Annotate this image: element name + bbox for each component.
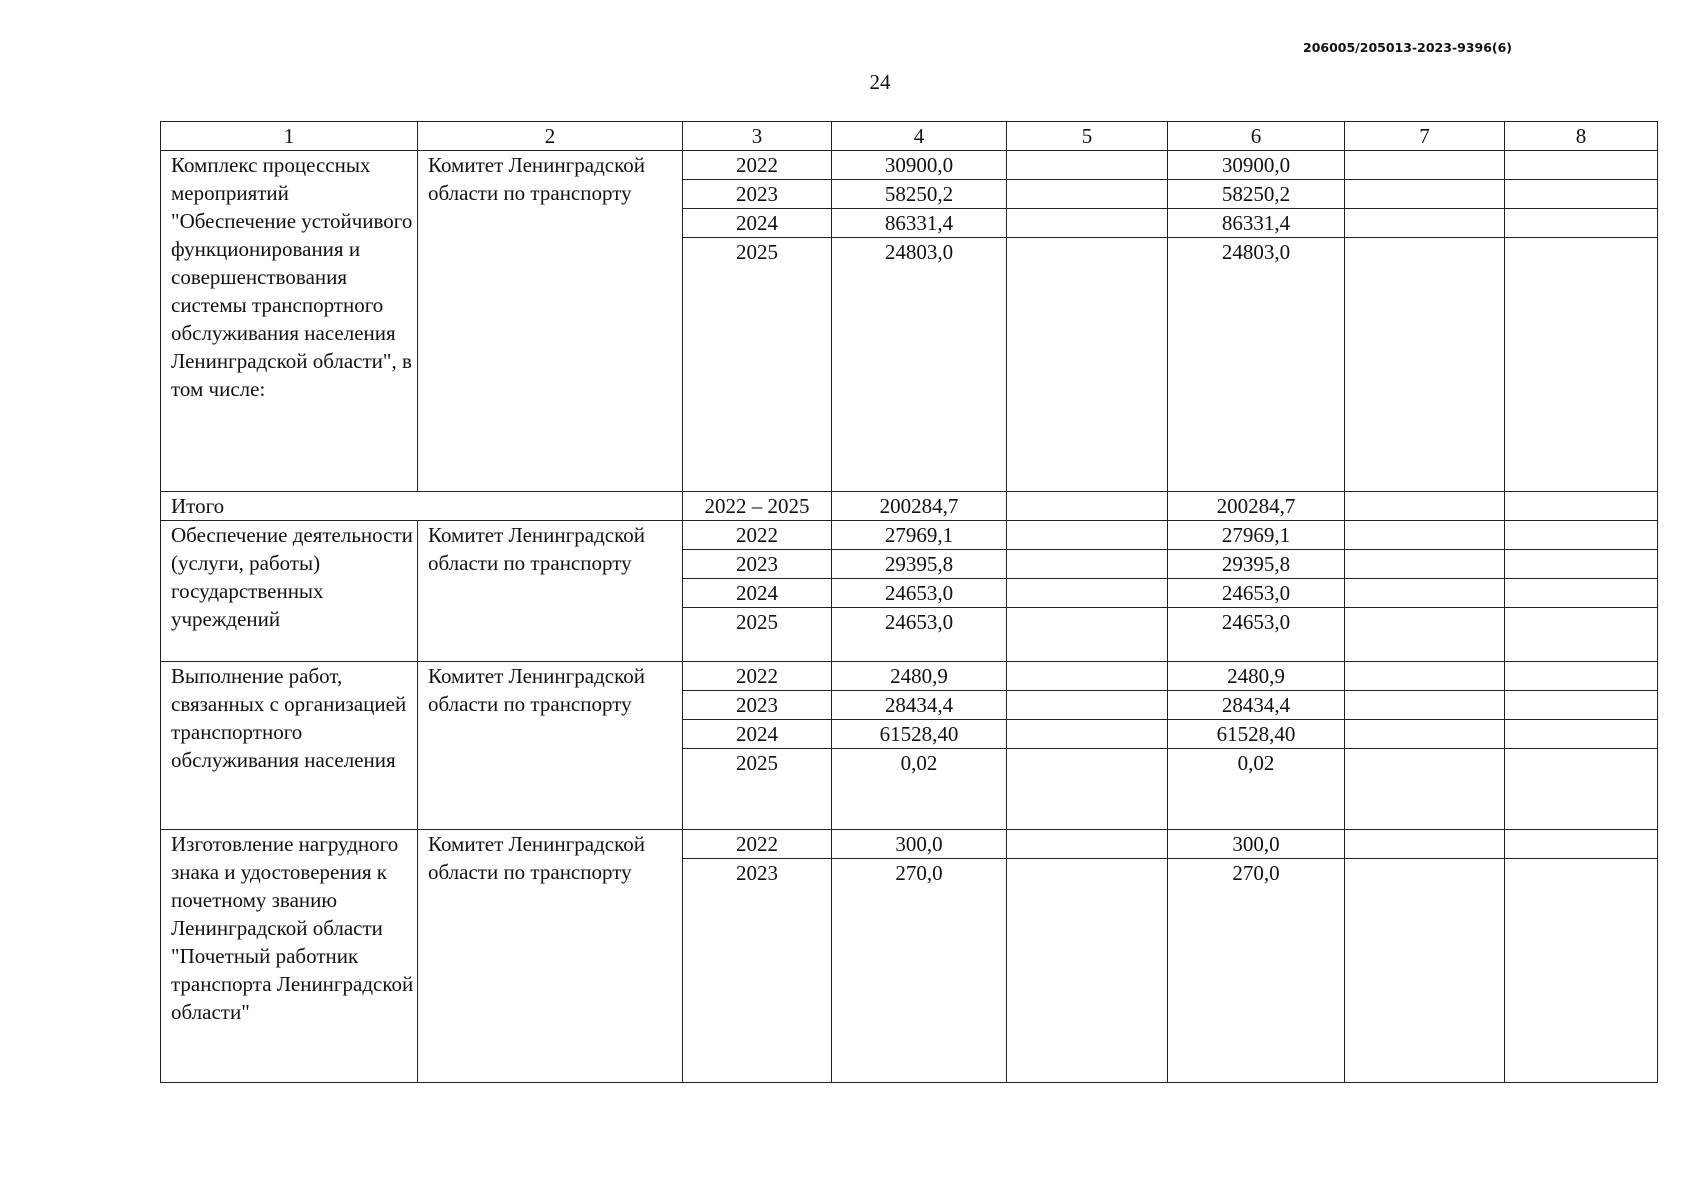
column-header: 4 — [832, 122, 1007, 151]
responsible-cell: Комитет Ленинградской области по транспорту — [418, 662, 683, 830]
year-cell: 2023 — [683, 550, 832, 579]
year-cell: 2024 — [683, 720, 832, 749]
value-cell — [1345, 521, 1505, 550]
total-value: 200284,7 — [1168, 492, 1345, 521]
year-cell: 2025 — [683, 238, 832, 492]
value-cell — [1345, 749, 1505, 830]
value-cell — [1505, 180, 1658, 209]
value-cell: 2480,9 — [1168, 662, 1345, 691]
column-header: 8 — [1505, 122, 1658, 151]
year-cell: 2022 — [683, 151, 832, 180]
value-cell — [1345, 720, 1505, 749]
year-cell: 2025 — [683, 608, 832, 662]
value-cell: 24803,0 — [1168, 238, 1345, 492]
value-cell: 58250,2 — [832, 180, 1007, 209]
value-cell: 24653,0 — [832, 579, 1007, 608]
year-cell: 2023 — [683, 691, 832, 720]
value-cell: 86331,4 — [832, 209, 1007, 238]
total-value — [1505, 492, 1658, 521]
total-value — [1007, 492, 1168, 521]
value-cell — [1505, 691, 1658, 720]
column-number-row — [161, 122, 1658, 151]
program-name-cell: Обеспечение деятельности (услуги, работы) государственных учреждений — [161, 521, 418, 662]
value-cell — [1007, 830, 1168, 859]
value-cell — [1505, 830, 1658, 859]
program-name-cell: Выполнение работ, связанных с организацией транспортного обслуживания населения — [161, 662, 418, 830]
value-cell: 61528,40 — [832, 720, 1007, 749]
value-cell — [1007, 749, 1168, 830]
value-cell: 24653,0 — [1168, 608, 1345, 662]
column-header: 2 — [418, 122, 683, 151]
responsible-cell: Комитет Ленинградской области по транспорту — [418, 830, 683, 1083]
table-row — [161, 521, 1658, 550]
responsible-cell: Комитет Ленинградской области по транспорту — [418, 521, 683, 662]
value-cell — [1007, 180, 1168, 209]
value-cell — [1505, 859, 1658, 1083]
value-cell — [1345, 830, 1505, 859]
value-cell — [1505, 151, 1658, 180]
value-cell — [1007, 151, 1168, 180]
total-value: 200284,7 — [832, 492, 1007, 521]
total-row — [161, 492, 1658, 521]
value-cell — [1345, 859, 1505, 1083]
value-cell — [1345, 550, 1505, 579]
value-cell: 29395,8 — [832, 550, 1007, 579]
value-cell — [1505, 209, 1658, 238]
financing-table — [160, 121, 1658, 1083]
value-cell — [1007, 662, 1168, 691]
value-cell — [1505, 521, 1658, 550]
table-row — [161, 662, 1658, 691]
value-cell — [1505, 238, 1658, 492]
value-cell: 30900,0 — [1168, 151, 1345, 180]
value-cell — [1007, 550, 1168, 579]
program-name-cell: Изготовление нагрудного знака и удостоверения к почетному званию Ленинградской области "Почетный работник транспорта Ленинградской области" — [161, 830, 418, 1083]
value-cell: 2480,9 — [832, 662, 1007, 691]
table-row — [161, 151, 1658, 180]
document-id: 206005/205013-2023-9396(6) — [1303, 40, 1513, 55]
program-name-cell: Комплекс процессных мероприятий "Обеспечение устойчивого функционирования и совершенствования системы транспортного обслуживания населения Ленинградской области", в том числе: — [161, 151, 418, 492]
value-cell: 29395,8 — [1168, 550, 1345, 579]
value-cell: 86331,4 — [1168, 209, 1345, 238]
column-header: 6 — [1168, 122, 1345, 151]
column-header: 3 — [683, 122, 832, 151]
value-cell — [1007, 608, 1168, 662]
value-cell — [1345, 151, 1505, 180]
value-cell — [1505, 550, 1658, 579]
value-cell — [1007, 579, 1168, 608]
responsible-cell: Комитет Ленинградской области по транспорту — [418, 151, 683, 492]
year-cell: 2024 — [683, 579, 832, 608]
value-cell — [1345, 691, 1505, 720]
value-cell — [1345, 608, 1505, 662]
value-cell — [1505, 720, 1658, 749]
value-cell: 270,0 — [1168, 859, 1345, 1083]
page-number: 24 — [869, 70, 891, 94]
year-cell: 2022 — [683, 662, 832, 691]
value-cell — [1007, 691, 1168, 720]
year-cell: 2023 — [683, 180, 832, 209]
value-cell: 28434,4 — [1168, 691, 1345, 720]
value-cell: 24653,0 — [1168, 579, 1345, 608]
year-cell: 2025 — [683, 749, 832, 830]
column-header: 5 — [1007, 122, 1168, 151]
value-cell — [1505, 608, 1658, 662]
value-cell: 24653,0 — [832, 608, 1007, 662]
value-cell: 24803,0 — [832, 238, 1007, 492]
value-cell: 0,02 — [832, 749, 1007, 830]
total-label: Итого — [161, 492, 683, 521]
value-cell — [1007, 859, 1168, 1083]
value-cell: 27969,1 — [832, 521, 1007, 550]
total-value — [1345, 492, 1505, 521]
value-cell: 58250,2 — [1168, 180, 1345, 209]
value-cell — [1505, 749, 1658, 830]
value-cell — [1345, 238, 1505, 492]
column-header: 7 — [1345, 122, 1505, 151]
table-row — [161, 830, 1658, 859]
value-cell — [1345, 209, 1505, 238]
year-cell: 2022 — [683, 830, 832, 859]
value-cell — [1345, 180, 1505, 209]
value-cell: 300,0 — [832, 830, 1007, 859]
value-cell — [1007, 521, 1168, 550]
year-cell: 2023 — [683, 859, 832, 1083]
value-cell — [1007, 209, 1168, 238]
value-cell: 270,0 — [832, 859, 1007, 1083]
value-cell — [1007, 720, 1168, 749]
year-cell: 2024 — [683, 209, 832, 238]
value-cell — [1505, 579, 1658, 608]
value-cell: 30900,0 — [832, 151, 1007, 180]
value-cell — [1345, 579, 1505, 608]
value-cell — [1007, 238, 1168, 492]
value-cell — [1345, 662, 1505, 691]
total-period: 2022 – 2025 — [683, 492, 832, 521]
value-cell: 0,02 — [1168, 749, 1345, 830]
value-cell: 27969,1 — [1168, 521, 1345, 550]
value-cell: 28434,4 — [832, 691, 1007, 720]
value-cell — [1505, 662, 1658, 691]
value-cell: 61528,40 — [1168, 720, 1345, 749]
value-cell: 300,0 — [1168, 830, 1345, 859]
column-header: 1 — [161, 122, 418, 151]
year-cell: 2022 — [683, 521, 832, 550]
